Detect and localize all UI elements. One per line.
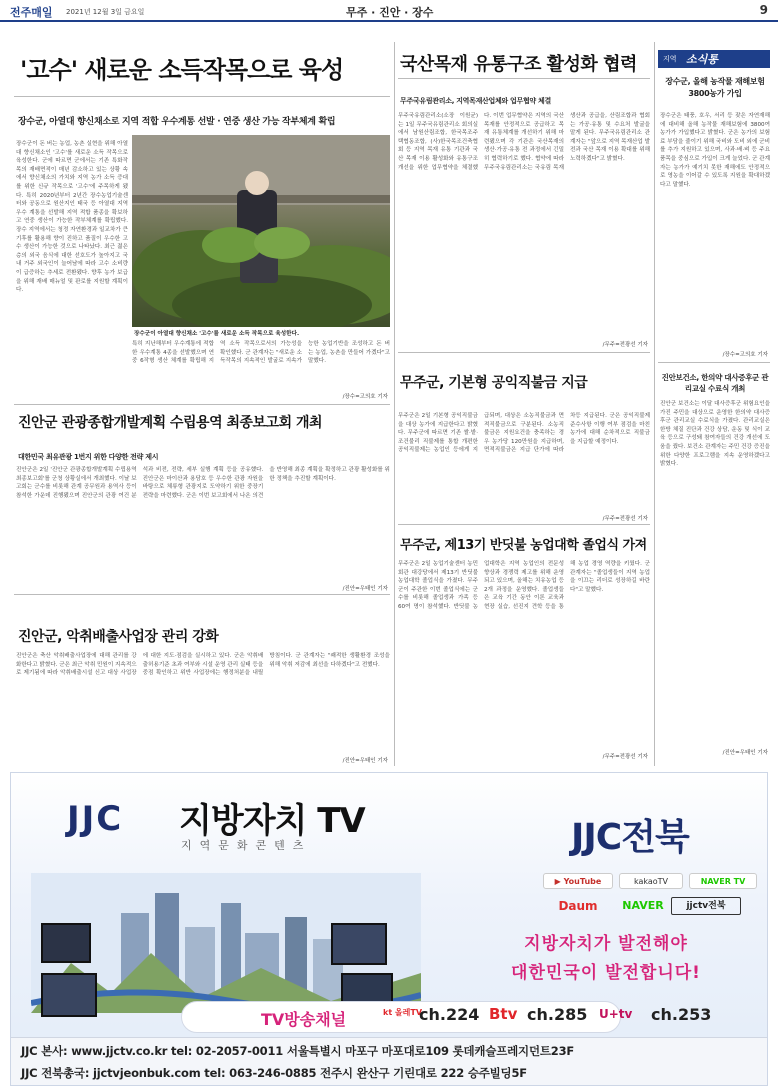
gosu-body: 장수군이 돈 버는 농업, 농촌 실현을 위해 아열대 향신채소인 '고수'를 새로운 소득 작목으로 육성한다. 군에 따르면 군에서는 기존 특화작목의 재배면적이 매년 감소하고 있는 상황 속에서 향신채소의 가치와 지역 농가 소득 증대를 위한 신규 작목으로 '고수'에 주목하게 됐다. 특히 2020년부터 2년간 장수농업기술센터와 공동으로 원산지인 태국 등 아열대 지역 우수 계통을 선발해 지역 적합 품종을 확보하고 연중 생산이 가능한 작부체계를 확립했다. 장수 지역에서는 청정 자연환경과 일교차가 큰 기후를 활용해 향이 진하고 품질이 우수한 고수 생산이 가능한 것으로 나타났다. 최근 젊은층의 외국 음식에 대한 선호도가 높아지고 국내 거주 외국인이 늘어남에 따라 고수 소비량이 급증하는 추세로 전환됐다. 향후 농가 보급을 위해 재배 매뉴얼 및 판로를 지원할 계획이다. [16, 141, 128, 294]
ad-slogan-line2: 대한민국이 발전합니다! [511, 963, 701, 983]
gibongyeong-headline: 무주군, 기본형 공익직불금 지급 [400, 375, 588, 391]
gibongyeong-body: 무주군은 2일 기본형 공익직불금을 대상 농가에 지급한다고 밝혔다. 무주군에 따르면 기존 쌀·밭·조건불리 직불제를 통합 개편한 공익직불제는 농업인 등에게 지급되며, 대상은 소농직불금과 면적직불금으로 구분된다. 소농직불금은 지원요건을 충족하는 경우 농가당 120만원을 지급하며, 면적직불금은 지급 단가에 따라 차등 지급된다. 군은 공익직불제 준수사항 이행 여부 점검을 마친 농가에 대해 순차적으로 직불금을 지급할 예정이다. [398, 413, 650, 454]
ad-platform-jjctv[interactable]: jjctv전북 [671, 897, 741, 915]
section-name: 무주 · 진안 · 장수 [346, 6, 434, 19]
ad-channel-btv: Btv [489, 1005, 518, 1023]
ad-channel-uplus: U+tv [599, 1007, 633, 1021]
ad-footer-line2: JJC 전북총국: jjctvjeonbuk.com tel: 063-246-0885 전주시 완산구 기린대로 222 승주빌딩5F [21, 1066, 527, 1080]
ad-subtitle: 지역문화콘텐츠 [181, 839, 312, 852]
ad-platform-naver[interactable]: NAVER [622, 899, 664, 912]
ad-slogan [451, 929, 761, 989]
banditbul-byline: /무주=전광선 기자 [602, 754, 648, 760]
ad-tv-screen-1 [41, 923, 91, 963]
ad-brand-logo: JJC전북 [571, 817, 689, 858]
jinan-tour-headline: 진안군 관광종합개발계획 수립용역 최종보고회 개최 [18, 415, 323, 431]
ad-channel-uplus-number: ch.253 [651, 1005, 712, 1024]
gosu-photo [132, 135, 390, 327]
gosu-byline: /장수=고의호 기자 [342, 394, 388, 400]
jinan-odor-byline: /진안=우태인 기자 [342, 758, 388, 764]
jinan-tour-byline: /진안=우태인 기자 [342, 586, 388, 592]
gosu-body-2: 특히 지난해부터 우수계통에 적합한 우수계통 4종을 선발했으며 연중 6작형 생산 체계를 확립해 지역 소득 작목으로서의 가능성을 확인했다. 군 관계자는 "새로운 소득작목의 지속적인 발굴로 지속가능한 농업기반을 조성하고 돈 버는 농업, 농촌을 만들어 가겠다"고 말했다. [132, 341, 390, 365]
kuksanmok-body: 무주국유림관리소(소장 이원균)는 1일 무주국유림관리소 회의실에서 남원산림조합, 한국목조주택협동조합, (사)한국목조건축협회 등 지역 목재 유통 기관과 국산 목재 이용 활성화와 유통구조 개선을 위한 업무협약을 체결했다. 이번 업무협약은 지역의 국산목재를 안정적으로 공급하고 목재 유통체계를 개선하기 위해 마련됐으며 각 기관은 국산목재의 생산·가공·유통 전 과정에서 긴밀히 협력하기로 했다. 협약에 따라 무주국유림관리소는 국유림 목재 생산과 공급을, 산림조합과 협회는 가공·유통 및 수요처 발굴을 맡게 된다. 무주국유림관리소 관계자는 "앞으로 지역 목재산업 발전과 국산 목재 이용 확대를 위해 노력하겠다"고 밝혔다. [398, 113, 650, 171]
ad-platform-navertv[interactable]: NAVER TV [689, 873, 757, 889]
ad-slogan-line1: 지방자치가 발전해야 [524, 934, 688, 954]
banditbul-body: 무주군은 2일 농업기술센터 농민회관 대강당에서 제13기 반딧불 농업대학 졸업식을 가졌다. 무주군이 주관한 이번 졸업식에는 군수를 비롯해 졸업생과 가족 등 60여 명이 참석했다. 반딧불 농업대학은 지역 농업인의 전문성 향상과 경쟁력 제고를 위해 운영되고 있으며, 올해는 치유농업 등 2개 과정을 운영했다. 졸업생들은 교육 기간 동안 이론 교육과 현장 실습, 선진지 견학 등을 통해 농업 경영 역량을 키웠다. 군 관계자는 "졸업생들이 지역 농업을 이끄는 리더로 성장하길 바란다"고 말했다. [398, 561, 650, 610]
ad-tv-screen-2 [41, 973, 97, 1017]
sidebar-item2-headline: 진안보건소, 한의약 대사증후군 관리교실 수료식 개최 [661, 373, 769, 393]
sidebar-tag: 지역 [663, 55, 677, 63]
issue-date: 2021년 12월 3일 금요일 [66, 8, 145, 16]
ad-channel-kt-number: ch.224 [419, 1005, 480, 1024]
ad-tv-screen-3 [331, 923, 387, 965]
jinan-odor-body: 진안군은 축산 악취배출사업장에 대해 관리를 강화한다고 밝혔다. 군은 최근 악취 민원이 지속적으로 제기됨에 따라 악취배출시설 신고 대상 사업장에 대한 지도·점검을 실시하고 있다. 군은 악취배출허용기준 초과 여부와 시설 운영 관리 실태 등을 중점 확인하고 위반 사업장에는 행정처분을 내릴 방침이다. 군 관계자는 "쾌적한 생활환경 조성을 위해 악취 저감에 최선을 다하겠다"고 전했다. [16, 653, 390, 677]
jinan-odor-headline: 진안군, 악취배출사업장 관리 강화 [18, 629, 219, 645]
masthead [0, 0, 778, 22]
ad-footer-line1: JJC 본사: www.jjctv.co.kr tel: 02-2057-0011 서울특별시 마포구 마포대로109 롯데캐슬프레지던트23F [21, 1044, 575, 1058]
kuksanmok-subhead: 무주국유림관리소, 지역목재산업체와 업무협약 체결 [400, 97, 551, 105]
ad-title: 지방자치 TV [179, 801, 365, 841]
jinan-tour-body: 진안군은 2일 '진안군 관광종합개발계획 수립용역 최종보고회'를 군청 상황실에서 개최했다. 이날 보고회는 군수를 비롯해 관계 공무원과 용역사 등이 참석한 가운데 진행됐으며 진안군의 관광 여건 분석과 비전, 전략, 세부 실행 계획 등을 공유했다. 진안군은 마이산과 용담호 등 우수한 관광 자원을 바탕으로 체류형 관광지로 도약하기 위한 중장기 전략을 마련했다. 군은 이번 보고회에서 나온 의견을 반영해 최종 계획을 확정하고 관광 활성화를 위한 정책을 추진할 계획이다. [16, 467, 390, 499]
sidebar-item2-body: 진안군 보건소는 이달 대사증후군 위험요인을 가진 주민을 대상으로 운영한 한의약 대사증후군 관리교실 수료식을 가졌다. 관리교실은 한방 체질 진단과 건강 상담, 운동 및 식이 교육 등으로 구성돼 참여자들의 건강 개선에 도움을 줬다. 보건소 관계자는 주민 건강 증진을 위한 다양한 프로그램을 지속 운영하겠다고 밝혔다. [660, 401, 770, 468]
gibongyeong-byline: /무주=전광선 기자 [602, 516, 648, 522]
gosu-headline: '고수' 새로운 소득작목으로 육성 [20, 56, 344, 84]
paper-name: 전주매일 [10, 6, 53, 19]
ad-platform-kakaotv[interactable]: kakaoTV [619, 873, 683, 889]
jinan-tour-subhead: 대한민국 최유관광 1번지 위한 다양한 전략 제시 [18, 453, 159, 461]
ad-platform-daum[interactable]: Daum [558, 899, 598, 913]
page-number: 9 [759, 3, 768, 17]
ad-logo-left: JJC [67, 799, 124, 839]
ad-platform-youtube[interactable]: ▶ YouTube [543, 873, 613, 889]
sidebar-title: 소식통 [686, 53, 718, 66]
sidebar-item1-body: 장수군은 태풍, 호우, 서리 등 잦은 자연재해에 대비해 올해 농작물 재해보험에 3800여 농가가 가입했다고 밝혔다. 군은 농가의 보험료 부담을 줄이기 위해 국비와 도비 외에 군비를 추가 지원하고 있으며, 사과·배·벼 등 주요 품목을 중심으로 가입이 크게 늘었다. 군 관계자는 농가가 예기치 못한 재해에도 안정적으로 영농을 이어갈 수 있도록 지원을 확대하겠다고 말했다. [660, 113, 770, 188]
kuksanmok-headline: 국산목재 유통구조 활성화 협력 [400, 54, 637, 75]
ad-channel-kt: kt 올레TV [383, 1008, 423, 1017]
sidebar-item1-byline: /장수=고의호 기자 [722, 352, 768, 358]
ad-footer [11, 1037, 768, 1086]
jjc-advertisement [10, 772, 768, 1086]
youtube-icon: ▶ [554, 877, 561, 886]
sidebar-header [658, 50, 770, 68]
ad-channel-btv-number: ch.285 [527, 1005, 588, 1024]
kuksanmok-byline: /무주=전광선 기자 [602, 342, 648, 348]
ad-channel-label: TV방송채널 [261, 1010, 347, 1029]
banditbul-headline: 무주군, 제13기 반딧불 농업대학 졸업식 가져 [400, 538, 647, 553]
gosu-subhead: 장수군, 아열대 향신채소로 지역 적합 우수계통 선발 · 연중 생산 가능 작부체계 확립 [18, 117, 336, 127]
sidebar-item2-byline: /진안=우태인 기자 [722, 750, 768, 756]
sidebar-item1-headline: 장수군, 올해 농작물 재해보험 3800농가 가입 [665, 77, 765, 98]
gosu-photo-caption: 장수군이 아열대 향신채소 '고수'를 새로운 소득 작목으로 육성한다. [134, 331, 300, 337]
